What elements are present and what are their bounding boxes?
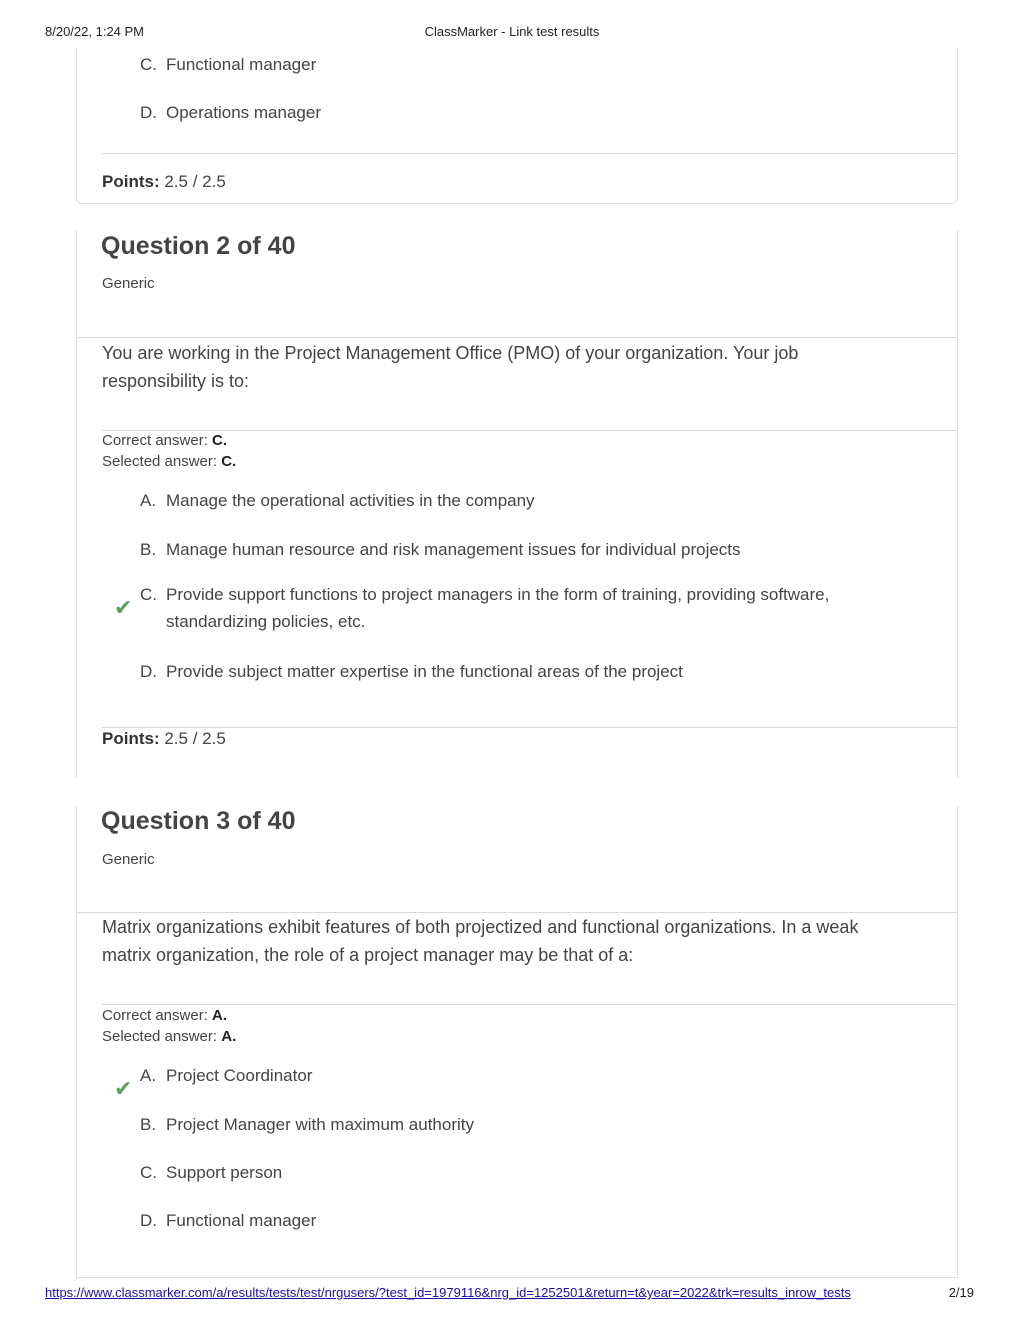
page-url-link[interactable]: https://www.classmarker.com/a/results/tests/test/nrgusers/?test_id=1979116&nrg_id=1252501&return=t&year=2022&trk=results_inrow_tests bbox=[45, 1285, 851, 1300]
option-letter: C. bbox=[140, 55, 157, 74]
question-category: Generic bbox=[102, 851, 155, 868]
option-letter: A. bbox=[140, 491, 157, 510]
points-label: Points: bbox=[102, 172, 160, 191]
answer-option-a bbox=[140, 1062, 880, 1089]
option-text: Manage the operational activities in the company bbox=[166, 491, 535, 510]
option-text: Operations manager bbox=[166, 103, 321, 122]
divider bbox=[102, 153, 957, 154]
option-text: Project Manager with maximum authority bbox=[166, 1115, 475, 1134]
option-text: Support person bbox=[166, 1163, 283, 1182]
option-letter: C. bbox=[140, 1163, 157, 1182]
option-letter: D. bbox=[140, 103, 157, 122]
option-text: Provide support functions to project managers in the form of training, providing software, standardizing policies, etc. bbox=[166, 585, 830, 631]
print-date: 8/20/22, 1:24 PM bbox=[45, 24, 145, 39]
question-card-2 bbox=[76, 230, 958, 778]
option-text: Manage human resource and risk management issues for individual projects bbox=[166, 540, 741, 559]
points bbox=[102, 172, 226, 192]
correct-answer-label: Correct answer: bbox=[102, 432, 208, 449]
points-value: 2.5 / 2.5 bbox=[164, 729, 226, 748]
question-card-previous bbox=[76, 48, 958, 204]
answer-option-c bbox=[140, 51, 880, 78]
correct-answer-value: A. bbox=[212, 1007, 228, 1024]
page-number: 2/19 bbox=[948, 1285, 974, 1300]
correct-answer-label: Correct answer: bbox=[102, 1007, 208, 1024]
answer-option-b bbox=[140, 1111, 880, 1138]
question-category: Generic bbox=[102, 275, 155, 292]
question-card-3 bbox=[76, 806, 958, 1278]
question-text: You are working in the Project Management Office (PMO) of your organization. Your job responsibility is to: bbox=[102, 343, 799, 391]
selected-answer-label: Selected answer: bbox=[102, 1028, 218, 1045]
divider bbox=[102, 430, 957, 431]
question-title: Question 3 of 40 bbox=[101, 807, 296, 835]
answer-option-d bbox=[140, 1207, 880, 1234]
option-letter: D. bbox=[140, 662, 157, 681]
selected-answer bbox=[102, 453, 236, 470]
option-text: Provide subject matter expertise in the functional areas of the project bbox=[166, 662, 683, 681]
answer-option-c bbox=[140, 581, 880, 635]
option-letter: B. bbox=[140, 540, 157, 559]
print-header bbox=[45, 24, 979, 42]
option-letter: B. bbox=[140, 1115, 157, 1134]
points bbox=[102, 729, 226, 749]
print-title: ClassMarker - Link test results bbox=[424, 24, 600, 39]
selected-answer-value: C. bbox=[221, 453, 237, 470]
answer-option-b bbox=[140, 536, 880, 563]
answer-option-a bbox=[140, 487, 880, 514]
divider bbox=[102, 727, 957, 728]
answer-option-d bbox=[140, 658, 880, 685]
option-letter: A. bbox=[140, 1066, 157, 1085]
selected-answer-value: A. bbox=[221, 1028, 237, 1045]
option-letter: D. bbox=[140, 1211, 157, 1230]
option-letter: C. bbox=[140, 585, 157, 604]
correct-check-icon: ✔ bbox=[114, 595, 133, 620]
question-title: Question 2 of 40 bbox=[101, 232, 296, 260]
option-text: Functional manager bbox=[166, 55, 317, 74]
selected-answer-label: Selected answer: bbox=[102, 453, 218, 470]
divider bbox=[102, 1004, 957, 1005]
question-text: Matrix organizations exhibit features of both projectized and functional organizations. In a weak matrix organization, the role of a project manager may be that of a: bbox=[102, 917, 859, 965]
points-label: Points: bbox=[102, 729, 160, 748]
selected-answer bbox=[102, 1028, 236, 1045]
correct-check-icon: ✔ bbox=[114, 1076, 133, 1101]
answer-option-d bbox=[140, 99, 880, 126]
answer-option-c bbox=[140, 1159, 880, 1186]
correct-answer-value: C. bbox=[212, 432, 228, 449]
option-text: Project Coordinator bbox=[166, 1066, 313, 1085]
divider bbox=[77, 337, 957, 338]
correct-answer bbox=[102, 1007, 227, 1024]
points-value: 2.5 / 2.5 bbox=[164, 172, 226, 191]
option-text: Functional manager bbox=[166, 1211, 317, 1230]
correct-answer bbox=[102, 432, 227, 449]
